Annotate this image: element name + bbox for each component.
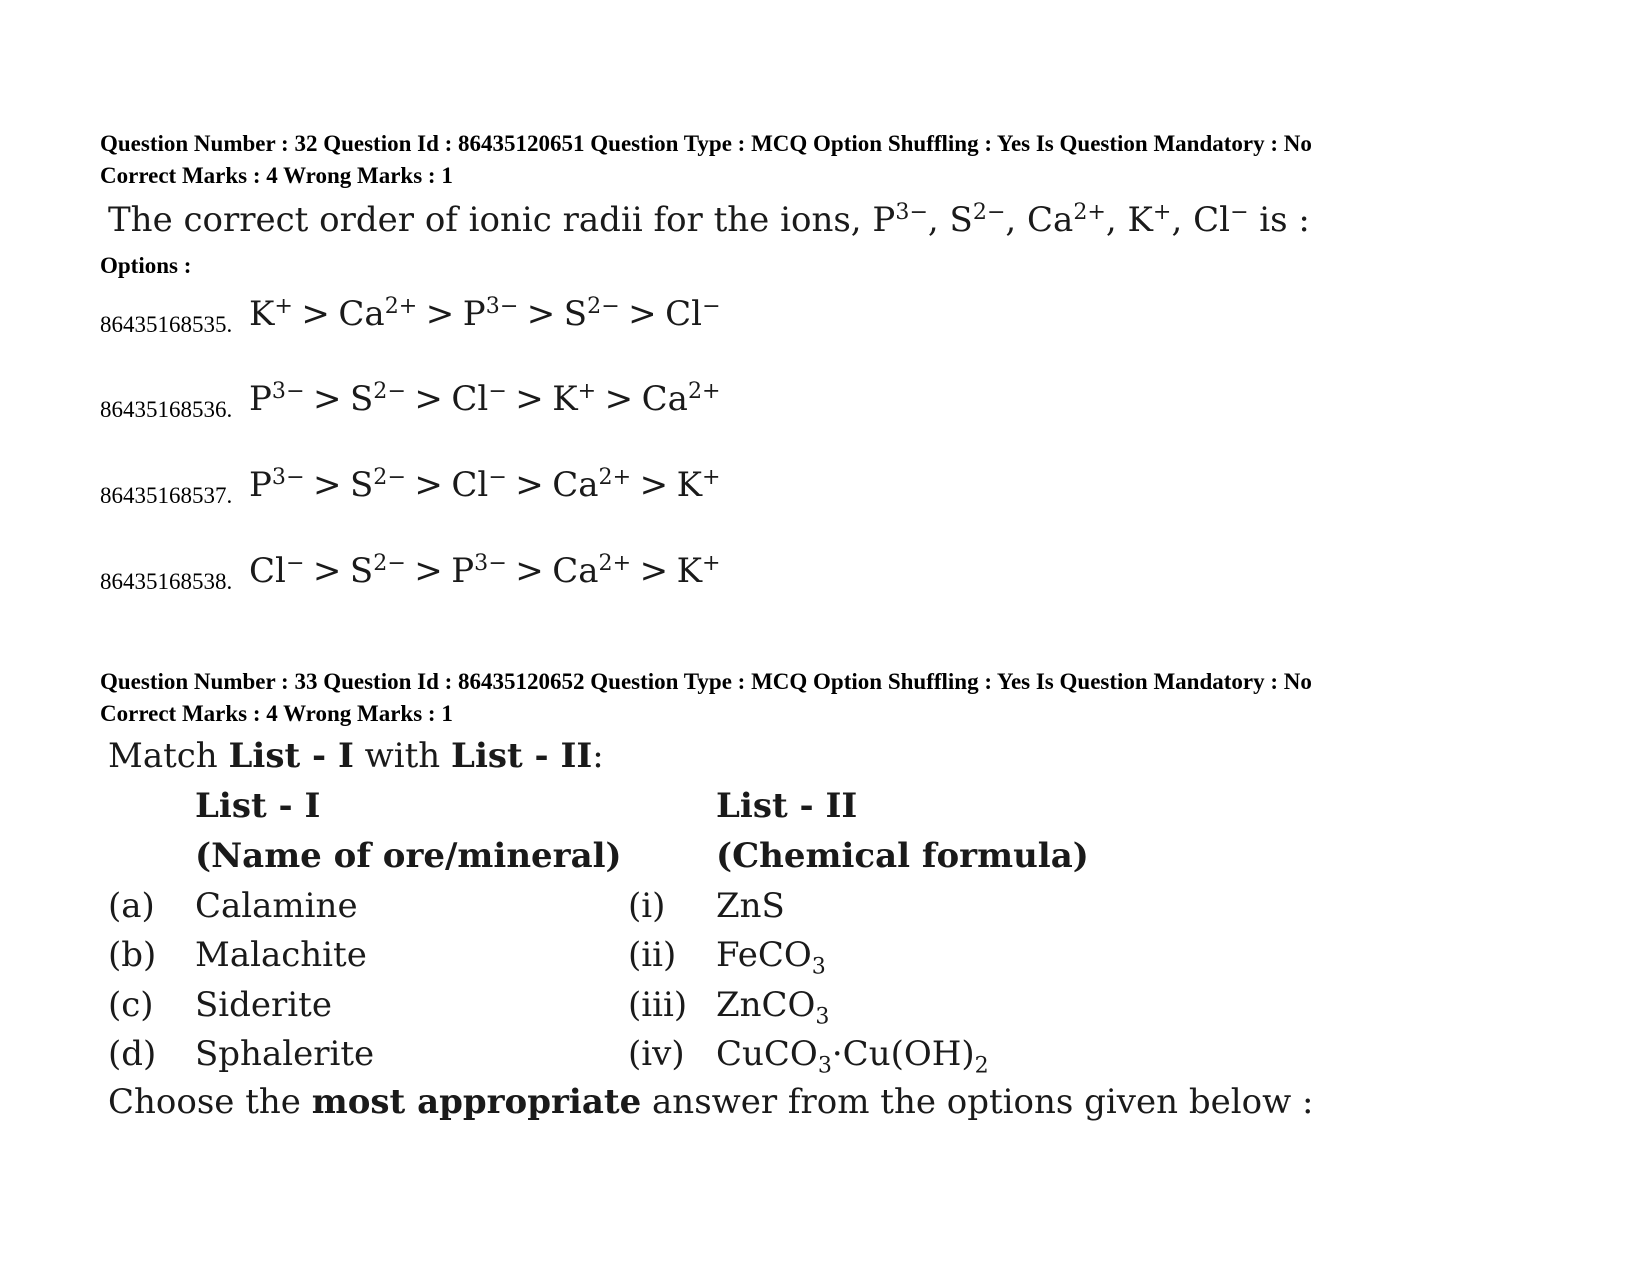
ion-symbol: Ca xyxy=(1027,200,1074,240)
ion xyxy=(249,379,304,419)
ion-symbol: Cl xyxy=(1193,200,1230,240)
ion xyxy=(872,200,927,240)
ion xyxy=(1027,200,1106,240)
mineral-name: Sphalerite xyxy=(195,1034,375,1074)
greater-than-sign: > xyxy=(639,465,669,505)
greater-than-sign: > xyxy=(425,294,455,334)
row-roman: (iii) xyxy=(628,985,688,1025)
ion-symbol: Ca xyxy=(552,551,599,591)
ion xyxy=(677,465,721,505)
ion-charge: + xyxy=(702,549,721,576)
ion-symbol: K xyxy=(676,551,703,591)
option-expression xyxy=(249,465,721,505)
greater-than-sign: > xyxy=(312,379,342,419)
row-letter: (a) xyxy=(108,886,155,926)
ion-symbol: K xyxy=(249,294,275,334)
formula-text: ZnCO xyxy=(716,985,816,1025)
ion-symbol: P xyxy=(249,379,272,419)
ion-symbol: P xyxy=(872,200,896,240)
row-roman: (i) xyxy=(628,886,666,926)
ion xyxy=(552,551,631,591)
ion-symbol: P xyxy=(249,465,272,505)
greater-than-sign: > xyxy=(312,551,342,591)
ion-symbol: Cl xyxy=(451,465,489,505)
ion-symbol: S xyxy=(949,200,973,240)
ion-symbol: K xyxy=(1127,200,1153,240)
ion-symbol: Cl xyxy=(249,551,286,591)
option-expression xyxy=(249,379,721,419)
ion-charge: 2+ xyxy=(687,377,721,404)
ion xyxy=(350,465,406,505)
ion-charge: − xyxy=(1229,198,1249,225)
ion-charge: 2+ xyxy=(1073,198,1106,225)
ion-charge: + xyxy=(1152,198,1172,225)
choose-instruction xyxy=(108,1082,1313,1122)
match-prefix: Match xyxy=(108,736,218,776)
option-id: 86435168536. xyxy=(100,397,233,422)
chemical-formula xyxy=(716,935,826,980)
formula-subscript: 2 xyxy=(974,1052,989,1079)
ion-symbol: Ca xyxy=(338,294,385,334)
ion xyxy=(564,294,620,334)
row-letter: (d) xyxy=(108,1034,157,1074)
ion-charge: + xyxy=(274,292,293,319)
formula-subscript: 3 xyxy=(815,1003,830,1030)
row-letter: (b) xyxy=(108,935,157,975)
q33-match-instruction xyxy=(108,736,604,776)
ion-symbol: S xyxy=(563,294,588,334)
ion-charge: + xyxy=(577,377,597,404)
ion-symbol: S xyxy=(349,551,374,591)
greater-than-sign: > xyxy=(639,551,669,591)
formula-subscript: 3 xyxy=(811,953,826,980)
ion-charge: 3− xyxy=(474,549,507,576)
ion-symbol: Ca xyxy=(552,465,599,505)
ion xyxy=(677,551,721,591)
greater-than-sign: > xyxy=(515,551,544,591)
greater-than-sign: > xyxy=(414,551,443,591)
choose-post: answer from the options given below : xyxy=(652,1082,1314,1122)
q33-meta-line1: Question Number : 33 Question Id : 86435120652 Question Type : MCQ Option Shuffling : Yes Is Question Mandatory : No xyxy=(100,669,1312,694)
options-label: Options : xyxy=(100,253,192,278)
ion-charge: − xyxy=(702,292,721,319)
ion xyxy=(451,551,506,591)
list1-header: List - I xyxy=(195,786,321,826)
formula-text: ZnS xyxy=(716,886,785,926)
ion-charge: 3− xyxy=(271,463,305,490)
greater-than-sign: > xyxy=(515,379,544,419)
option-expression xyxy=(249,551,721,591)
ion xyxy=(642,379,721,419)
option-id: 86435168538. xyxy=(100,569,233,594)
ion xyxy=(552,465,631,505)
formula-text: FeCO xyxy=(716,935,812,975)
ion-symbol: P xyxy=(462,294,486,334)
ion-charge: 2− xyxy=(373,549,406,576)
ion-symbol: S xyxy=(349,379,374,419)
ion xyxy=(338,294,417,334)
match-with: with xyxy=(364,736,441,776)
q32-meta-line1: Question Number : 32 Question Id : 86435120651 Question Type : MCQ Option Shuffling : Yes Is Question Mandatory : No xyxy=(100,131,1312,156)
ion-charge: 2− xyxy=(587,292,620,319)
ion xyxy=(451,379,506,419)
ion-symbol: Cl xyxy=(665,294,703,334)
ion xyxy=(249,294,293,334)
greater-than-sign: > xyxy=(414,379,443,419)
ion-charge: 2+ xyxy=(598,463,632,490)
stem-ion-list: $P^{3-}$, $S^{2-}$, $Ca^{2+}$, K+, Cl− xyxy=(872,198,1249,240)
match-list1: List - I xyxy=(228,736,354,776)
ion-charge: 2+ xyxy=(598,549,632,576)
ion-charge: 2− xyxy=(972,198,1006,225)
q32-meta-line2: Correct Marks : 4 Wrong Marks : 1 xyxy=(100,163,453,188)
ion xyxy=(950,200,1006,240)
greater-than-sign: > xyxy=(312,465,342,505)
option-id: 86435168537. xyxy=(100,483,233,508)
ion xyxy=(350,379,406,419)
list2-header: List - II xyxy=(716,786,858,826)
mineral-name: Siderite xyxy=(195,985,332,1025)
ion xyxy=(463,294,518,334)
ion xyxy=(350,551,406,591)
ion xyxy=(1193,200,1248,240)
ion xyxy=(249,551,304,591)
option-id: 86435168535. xyxy=(100,312,233,337)
row-roman: (iv) xyxy=(628,1034,685,1074)
ion-charge: 3− xyxy=(271,377,305,404)
greater-than-sign: > xyxy=(604,379,634,419)
ion-charge: 2− xyxy=(373,377,406,404)
formula-subscript: 3 xyxy=(817,1052,832,1079)
ion-charge: + xyxy=(702,463,721,490)
ion-charge: 3− xyxy=(895,198,928,225)
greater-than-sign: > xyxy=(414,465,443,505)
ion-symbol: K xyxy=(676,465,703,505)
choose-bold: most appropriate xyxy=(311,1082,642,1122)
formula-text: CuCO xyxy=(716,1034,818,1074)
chemical-formula xyxy=(716,886,785,926)
match-list2: List - II xyxy=(451,736,593,776)
ion-symbol: S xyxy=(349,465,374,505)
row-roman: (ii) xyxy=(628,935,677,975)
q32-question-stem xyxy=(108,200,1310,240)
ion-charge: − xyxy=(488,463,507,490)
ion-symbol: Cl xyxy=(451,379,489,419)
stem-text: The correct order of ionic radii for the ions, xyxy=(108,200,862,240)
ion-symbol: Ca xyxy=(641,379,688,419)
chemical-formula xyxy=(716,1034,989,1079)
formula-text: ·Cu(OH) xyxy=(831,1034,975,1074)
row-letter: (c) xyxy=(108,985,154,1025)
ion-symbol: K xyxy=(552,379,578,419)
ion xyxy=(1128,200,1172,240)
ion xyxy=(665,294,720,334)
greater-than-sign: > xyxy=(526,294,556,334)
match-colon: : xyxy=(592,736,604,776)
ion xyxy=(552,379,596,419)
mineral-name: Calamine xyxy=(195,886,358,926)
ion xyxy=(249,465,304,505)
q33-meta-line2: Correct Marks : 4 Wrong Marks : 1 xyxy=(100,701,453,726)
greater-than-sign: > xyxy=(628,294,657,334)
choose-pre: Choose the xyxy=(108,1082,301,1122)
mineral-name: Malachite xyxy=(195,935,367,975)
list2-subheader: (Chemical formula) xyxy=(716,836,1089,876)
greater-than-sign: > xyxy=(515,465,544,505)
chemical-formula xyxy=(716,985,830,1030)
greater-than-sign: > xyxy=(301,294,330,334)
ion-charge: − xyxy=(285,549,305,576)
ion-symbol: P xyxy=(451,551,475,591)
ion-charge: 3− xyxy=(485,292,519,319)
ion-charge: 2− xyxy=(373,463,406,490)
ion-charge: 2+ xyxy=(384,292,418,319)
option-expression xyxy=(249,294,721,334)
ion xyxy=(451,465,506,505)
stem-end: is : xyxy=(1259,200,1310,240)
ion-charge: − xyxy=(488,377,507,404)
list1-subheader: (Name of ore/mineral) xyxy=(195,836,622,876)
